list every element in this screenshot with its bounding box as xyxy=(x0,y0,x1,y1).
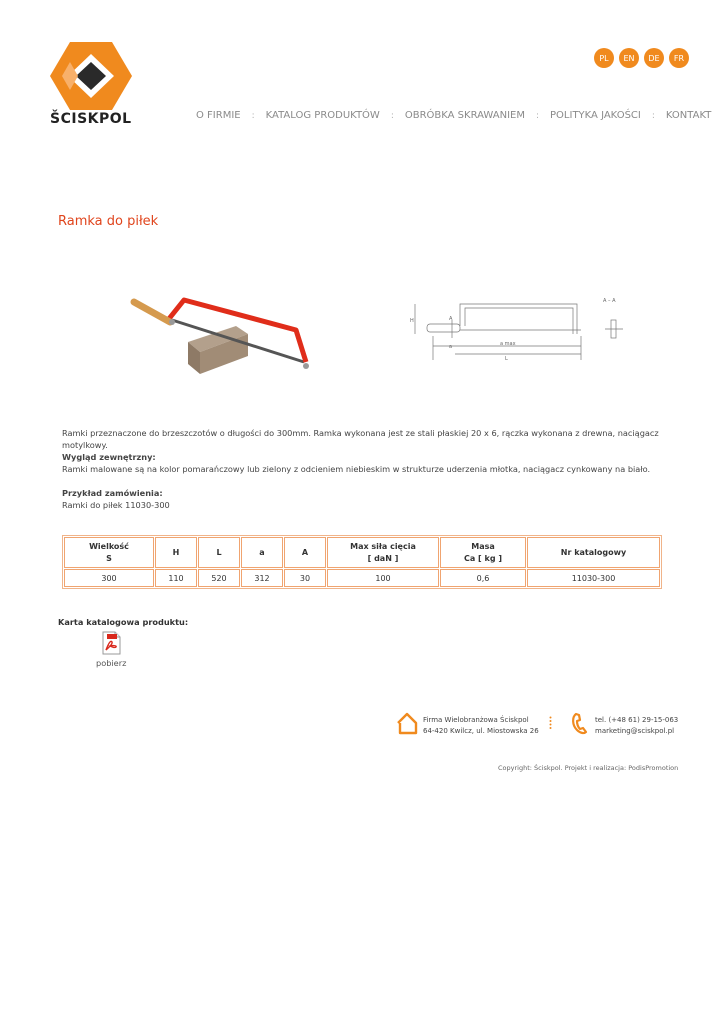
lang-de-button[interactable]: DE xyxy=(644,48,664,68)
col-header-max-sila: Max siła cięcia [ daN ] xyxy=(327,537,439,568)
order-label: Przykład zamówienia: xyxy=(62,488,163,498)
nav-separator: : xyxy=(390,110,394,121)
footer-divider xyxy=(549,716,552,730)
drawing-label-section: A – A xyxy=(603,298,616,304)
table-cell: 520 xyxy=(198,569,240,587)
col-header-h: H xyxy=(155,537,197,568)
table-cell: 110 xyxy=(155,569,197,587)
catalog-card-label: Karta katalogowa produktu: xyxy=(58,617,189,627)
phone-icon xyxy=(568,711,590,735)
nav-item-obrobka[interactable]: OBRÓBKA SKRAWANIEM xyxy=(404,110,525,121)
language-switcher xyxy=(594,48,689,68)
drawing-label-a-max: a max xyxy=(500,341,516,347)
appearance-label: Wygląd zewnętrzny: xyxy=(62,452,156,462)
product-photo xyxy=(128,290,318,380)
pdf-icon[interactable] xyxy=(98,630,124,656)
footer-address-line2: 64-420 Kwilcz, ul. Miostowska 26 xyxy=(423,727,539,735)
table-cell: 11030-300 xyxy=(527,569,660,587)
order-text: Ramki do piłek 11030-300 xyxy=(62,500,170,510)
nav-separator: : xyxy=(651,110,655,121)
col-header-l: L xyxy=(198,537,240,568)
spec-table xyxy=(62,535,662,589)
nav-item-katalog[interactable]: KATALOG PRODUKTÓW xyxy=(265,110,380,121)
table-cell: 30 xyxy=(284,569,326,587)
main-nav xyxy=(196,110,711,121)
product-description xyxy=(62,427,662,475)
footer-email[interactable]: marketing@sciskpol.pl xyxy=(595,727,675,735)
download-link[interactable]: pobierz xyxy=(96,658,127,668)
description-text: Ramki przeznaczone do brzeszczotów o długości do 300mm. Ramka wykonana jest ze stali płaskiej 20 x 6, rączka wykonana z drewna, naciągacz motylkowy. xyxy=(62,428,659,450)
order-example xyxy=(62,487,170,511)
drawing-label-l: L xyxy=(505,356,508,362)
technical-drawing xyxy=(405,290,630,375)
nav-item-o-firmie[interactable]: O FIRMIE xyxy=(196,110,241,121)
col-header-wielkosc: Wielkość S xyxy=(64,537,154,568)
page-title: Ramka do piłek xyxy=(58,214,159,229)
table-header-row xyxy=(64,537,660,568)
drawing-label-a-upper: A xyxy=(449,316,453,322)
footer-address xyxy=(423,715,539,737)
nav-item-kontakt[interactable]: KONTAKT xyxy=(665,110,712,121)
footer-phone[interactable]: tel. (+48 61) 29-15-063 xyxy=(595,716,679,724)
nav-separator: : xyxy=(251,110,255,121)
table-cell: 300 xyxy=(64,569,154,587)
col-header-masa: Masa Ca [ kg ] xyxy=(440,537,526,568)
table-row xyxy=(64,569,660,587)
nav-separator: : xyxy=(535,110,540,121)
lang-pl-button[interactable]: PL xyxy=(594,48,614,68)
table-cell: 100 xyxy=(327,569,439,587)
col-header-a-large: A xyxy=(284,537,326,568)
col-header-a-small: a xyxy=(241,537,283,568)
footer-address-line1: Firma Wielobranżowa Ściskpol xyxy=(423,716,529,724)
drawing-label-h: H xyxy=(410,318,414,324)
appearance-text: Ramki malowane są na kolor pomarańczowy lub zielony z odcieniem niebieskim w strukturze uderzenia młotka, naciągacz cynkowany na biało. xyxy=(62,464,651,474)
footer-contact xyxy=(595,715,678,737)
copyright: Copyright: Ściskpol. Projekt i realizacja: PodisPromotion xyxy=(498,764,679,772)
col-header-nr-katalogowy: Nr katalogowy xyxy=(527,537,660,568)
logo-wordmark: ŠCISKPOL xyxy=(50,111,132,127)
nav-item-polityka[interactable]: POLITYKA JAKOŚCI xyxy=(550,110,641,121)
home-icon xyxy=(396,711,418,735)
drawing-label-a: a xyxy=(449,344,453,350)
table-cell: 312 xyxy=(241,569,283,587)
lang-fr-button[interactable]: FR xyxy=(669,48,689,68)
table-cell: 0,6 xyxy=(440,569,526,587)
lang-en-button[interactable]: EN xyxy=(619,48,639,68)
